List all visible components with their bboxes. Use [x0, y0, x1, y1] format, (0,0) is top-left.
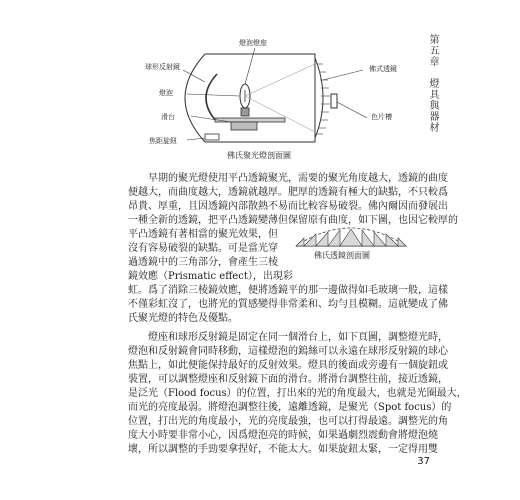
fresnel-lens-diagram [292, 212, 410, 252]
figure2-caption: 佛氏透鏡剖面圖 [314, 251, 370, 260]
paragraph2-line: 度大小時要非常小心，因爲燈泡亮的時候，如果過劇烈震動會將燈泡燒 [128, 430, 438, 441]
paragraph2-line: 焦點上，如此便能保持最好的反射效果。燈具的後面或旁邊有一個旋鈕或 [128, 360, 448, 371]
paragraph2-line: 而光的亮度最弱。將燈泡調整往後，遠離透鏡，是聚光（Spot focus）的 [128, 402, 452, 413]
paragraph1-line: 昂貴、厚重，且因透鏡內部散熱不易而比較容易破裂。佛內爾因而發展出 [128, 201, 448, 212]
paragraph1-line: 便越大，而曲度越大，透鏡就越厚。肥厚的透鏡有極大的缺點，不只較爲 [128, 187, 448, 198]
label-fresnel-lens: 佛式透鏡 [369, 65, 397, 73]
figure-fresnel-lens-section [292, 212, 410, 264]
paragraph1-line: 沒有容易破裂的缺點。可是當光穿 [128, 243, 278, 254]
paragraph1-line: 氏聚光燈的特色及優點。 [128, 313, 238, 324]
paragraph1-line: 過透鏡中的三角部分，會產生三棱 [128, 257, 278, 268]
paragraph1-line: 一種全新的透鏡，把平凸透鏡變薄但保留原有曲度，如下圖，也因它較厚的 [128, 215, 458, 226]
paragraph2-line: 壞，所以調整的手勁要拿捏好，不能太大。如果旋鈕太緊，一定得用雙 [128, 444, 438, 455]
paragraph2-line: 裝置，可以調整燈座和反射鏡下面的滑台。將滑台調整往前，接近透鏡， [128, 374, 448, 385]
paragraph1-line: 虹。爲了消除三棱鏡效應，便將透鏡平的那一邊做得如毛玻璃一般，這樣 [128, 285, 448, 296]
paragraph1-line: 不僅彩虹沒了，也將光的質感變得非常柔和、均勻且模糊。這就變成了佛 [128, 299, 448, 310]
paragraph1-line: 早期的聚光燈使用平凸透鏡聚光，需要的聚光角度越大，透鏡的曲度 [148, 173, 448, 184]
paragraph2-line: 燈泡和反射鏡會同時移動，這樣燈泡的鎢絲可以永遠在球形反射鏡的球心 [128, 346, 448, 357]
label-bulb: 燈泡 [159, 89, 173, 97]
spotlight-section-diagram [135, 34, 415, 164]
label-spherical-reflector: 球形反射鏡 [145, 63, 180, 71]
figure1-caption: 佛氏聚光燈剖面圖 [227, 151, 291, 160]
label-focus-knob: 焦距旋鈕 [149, 137, 177, 145]
label-slide-rail: 滑台 [161, 113, 175, 121]
paragraph2-line: 是泛光（Flood focus）的位置，打出來的光的角度最大，也就是光圈最大， [128, 388, 467, 399]
paragraph1-line: 平凸透鏡有著相當的聚光效果，但 [128, 229, 278, 240]
figure-spotlight-section [135, 34, 415, 164]
paragraph2-line: 燈座和球形反射鏡是固定在同一個滑台上，如下頁圖，調整燈光時， [148, 332, 448, 343]
label-gel-slot: 色片槽 [371, 113, 392, 121]
paragraph1-line: 鏡效應（Prismatic effect），出現彩 [128, 271, 293, 282]
paragraph2-line: 位置，打出光的角度最小，光的亮度最強，也可以打得最遠。調整光的角 [128, 416, 448, 427]
page-number: 37 [417, 456, 430, 467]
chapter-side-heading: 第五章 燈具與器材 [427, 34, 438, 133]
label-bulb-holder: 燈泡燈座 [239, 39, 267, 47]
